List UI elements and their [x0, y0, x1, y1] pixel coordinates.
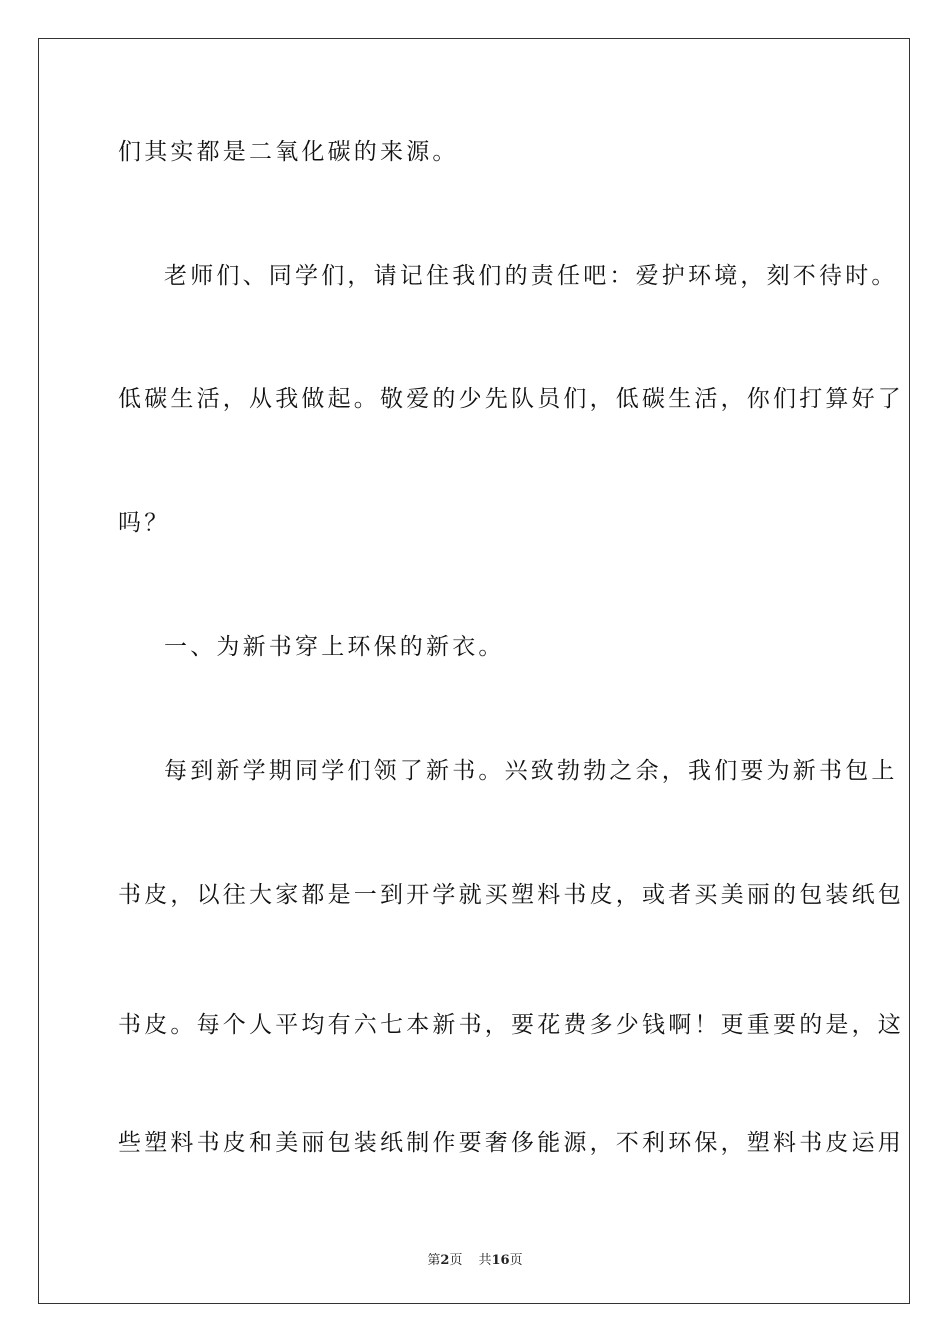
text-line-3: 低碳生活，从我做起。敬爱的少先队员们，低碳生活，你们打算好了	[118, 386, 904, 412]
total-pages: 16	[491, 1253, 510, 1268]
text-line-4: 吗？	[118, 510, 171, 536]
text-line-5: 一、为新书穿上环保的新衣。	[164, 634, 505, 660]
text-line-8: 书皮。每个人平均有六七本新书，要花费多少钱啊！更重要的是，这	[118, 1012, 904, 1038]
text-line-1: 们其实都是二氧化碳的来源。	[118, 139, 459, 165]
text-line-9: 些塑料书皮和美丽包装纸制作要奢侈能源，不利环保，塑料书皮运用	[118, 1130, 904, 1156]
page-number: 2	[440, 1253, 450, 1268]
page-border	[38, 38, 910, 1304]
page-prefix: 第	[427, 1253, 441, 1268]
total-suffix: 页	[509, 1253, 523, 1268]
text-line-6: 每到新学期同学们领了新书。兴致勃勃之余，我们要为新书包上	[164, 758, 898, 784]
text-line-7: 书皮，以往大家都是一到开学就买塑料书皮，或者买美丽的包装纸包	[118, 882, 904, 908]
page-suffix: 页	[449, 1253, 463, 1268]
total-prefix: 共	[478, 1253, 492, 1268]
page-footer	[0, 1249, 950, 1268]
text-line-2: 老师们、同学们，请记住我们的责任吧：爱护环境，刻不待时。	[164, 263, 898, 289]
